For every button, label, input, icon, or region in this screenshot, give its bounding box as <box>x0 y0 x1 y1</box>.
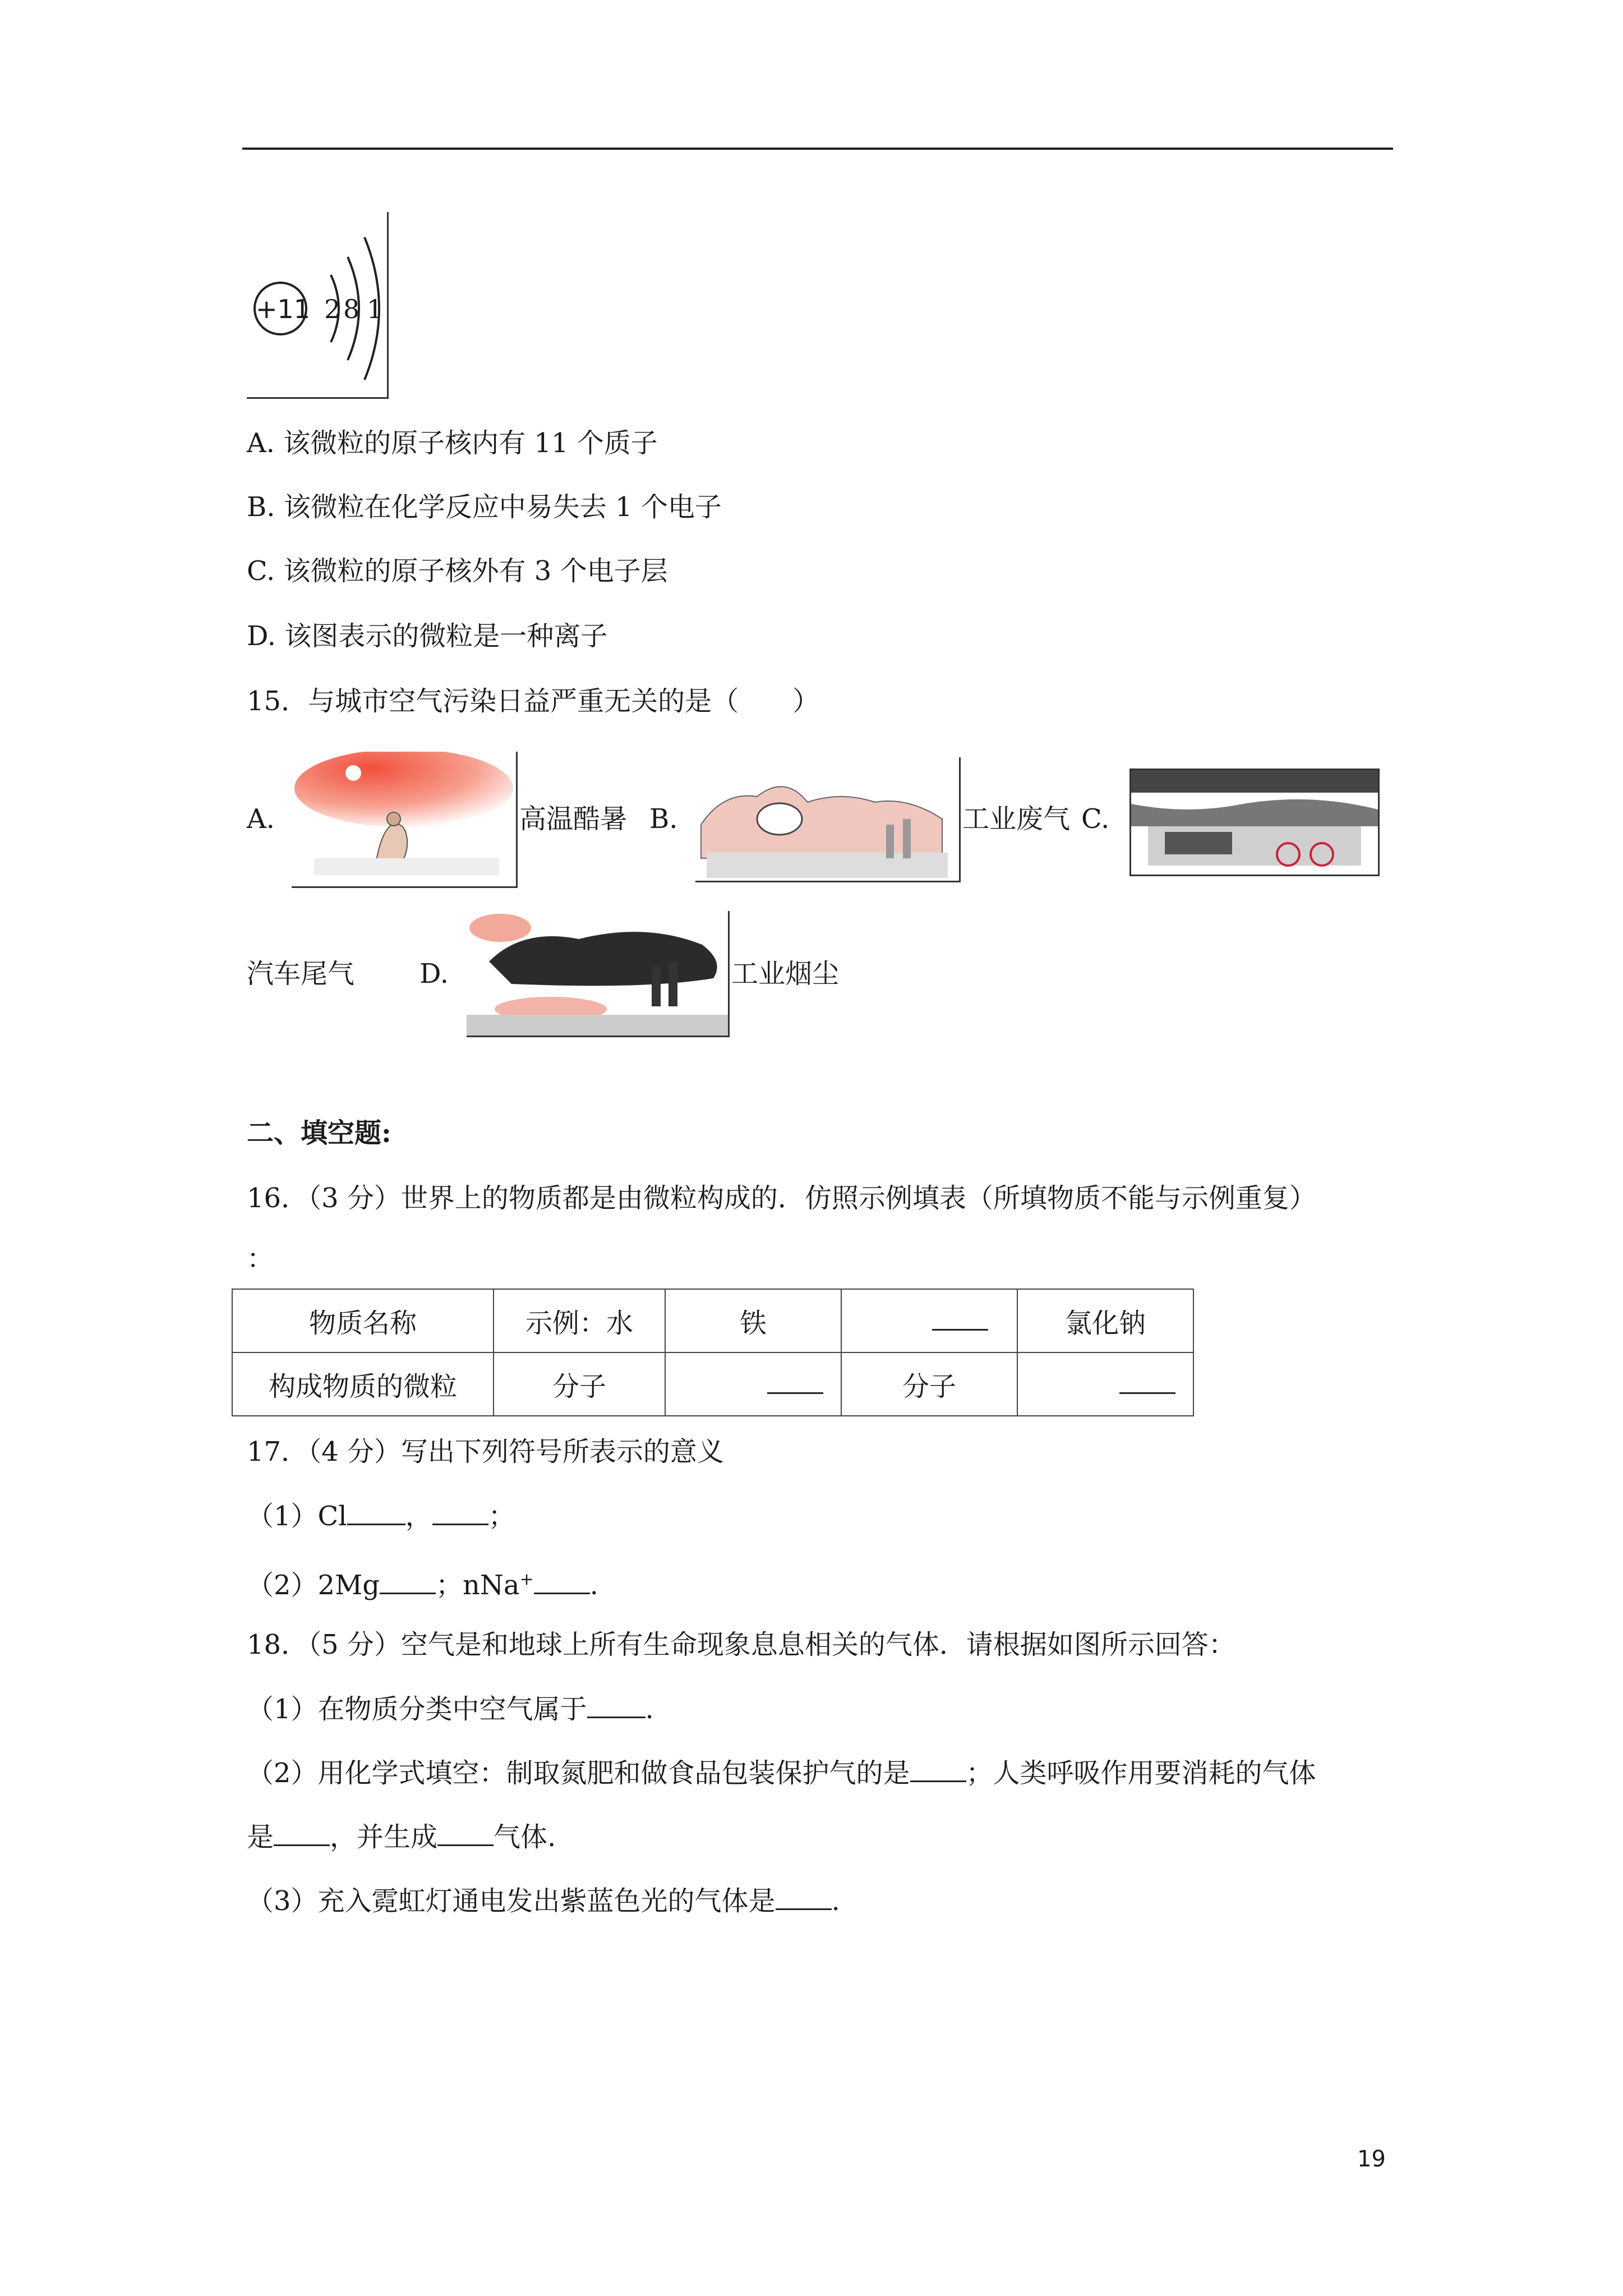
q15-option-a-prefix: A. <box>247 803 275 835</box>
table-row <box>232 1352 1193 1416</box>
q15-option-d-label: 工业烟尘 <box>731 958 840 990</box>
table-cell-blank[interactable] <box>841 1289 1017 1352</box>
header-rule <box>242 148 1393 150</box>
q18-part-2-line-1 <box>247 1756 1316 1790</box>
atom-shell-2-count: 8 <box>343 294 360 324</box>
atom-shell-1-count: 2 <box>324 294 341 324</box>
atom-structure-figure <box>247 212 389 399</box>
q15-stem: 15．与城市空气污染日益严重无关的是（ ） <box>247 685 820 717</box>
table-header-substance: 物质名称 <box>232 1289 494 1352</box>
answer-blank[interactable] <box>274 1820 330 1846</box>
q18-p1-text: （1）在物质分类中空气属于 <box>247 1694 587 1725</box>
table-cell: 分子 <box>841 1352 1017 1416</box>
q14-option-a: A. 该微粒的原子核内有 11 个质子 <box>247 427 658 459</box>
q14-option-d: D. 该图表示的微粒是一种离子 <box>247 620 608 652</box>
q16-stem-tail: ： <box>247 1243 274 1274</box>
q15-image-industrial-dust <box>467 911 730 1037</box>
table-cell-blank[interactable] <box>665 1352 841 1416</box>
q15-option-c-label: 汽车尾气 <box>247 958 355 990</box>
q17-p1-end: ； <box>488 1501 515 1532</box>
answer-blank[interactable] <box>910 1756 966 1782</box>
q17-p1-prefix: （1）Cl <box>247 1501 347 1532</box>
answer-blank[interactable] <box>776 1884 832 1910</box>
q16-table <box>232 1289 1194 1416</box>
q17-p2-sup: + <box>519 1570 534 1589</box>
q18-part-1 <box>247 1692 654 1726</box>
industrial-dust-image <box>467 911 728 1036</box>
table-cell: 氯化钠 <box>1017 1289 1193 1352</box>
atom-nucleus-label: +11 <box>256 294 311 324</box>
q18-p2a: （2）用化学式填空：制取氮肥和做食品包装保护气的是 <box>247 1757 910 1789</box>
q17-part-2 <box>247 1563 598 1602</box>
table-cell: 分子 <box>494 1352 665 1416</box>
q18-p2c: 是 <box>247 1821 274 1853</box>
q18-part-3 <box>247 1884 840 1918</box>
q15-image-industrial-waste <box>695 757 961 882</box>
q17-part-1 <box>247 1499 515 1533</box>
q18-part-2-line-2 <box>247 1820 556 1854</box>
q15-image-car-exhaust <box>1129 769 1380 876</box>
table-header-particle: 构成物质的微粒 <box>232 1352 494 1416</box>
heat-cartoon-image <box>292 752 516 886</box>
q18-p3-end: . <box>831 1885 840 1917</box>
table-cell-blank[interactable] <box>1017 1352 1193 1416</box>
q15-option-b-prefix: B. <box>649 803 678 835</box>
answer-blank[interactable] <box>534 1568 590 1594</box>
table-cell: 示例：水 <box>494 1289 665 1352</box>
q14-option-b: B. 该微粒在化学反应中易失去 1 个电子 <box>247 491 722 523</box>
industrial-monster-image <box>695 757 959 881</box>
answer-blank[interactable] <box>437 1820 494 1846</box>
atom-shell-3-count: 1 <box>367 294 384 324</box>
q14-option-c: C. 该微粒的原子核外有 3 个电子层 <box>247 555 668 587</box>
q15-option-b-label: 工业废气 <box>962 803 1071 835</box>
q15-option-d-prefix: D. <box>419 958 449 990</box>
q15-option-c-prefix: C. <box>1081 803 1110 835</box>
q17-p2-sep: ；nNa <box>435 1570 520 1601</box>
q15-image-heat <box>292 752 518 888</box>
q16-stem: 16．（3 分）世界上的物质都是由微粒构成的．仿照示例填表（所填物质不能与示例重复） <box>247 1182 1316 1214</box>
q17-p1-sep: ， <box>405 1501 432 1532</box>
q15-option-a-label: 高温酷暑 <box>519 803 628 835</box>
q18-p3-text: （3）充入霓虹灯通电发出紫蓝色光的气体是 <box>247 1885 776 1917</box>
answer-blank[interactable] <box>347 1499 405 1525</box>
section-heading: 二、填空题: <box>247 1117 391 1149</box>
q18-stem: 18．（5 分）空气是和地球上所有生命现象息息相关的气体．请根据如图所示回答： <box>247 1629 1235 1660</box>
q18-p2d: ，并生成 <box>330 1821 438 1853</box>
q18-p1-end: . <box>645 1694 654 1725</box>
q17-p2-prefix: （2）2Mg <box>247 1570 380 1601</box>
car-exhaust-image <box>1131 770 1378 875</box>
q17-p2-end: . <box>589 1570 598 1601</box>
q18-p2e: 气体. <box>494 1821 556 1853</box>
q18-p2b: ；人类呼吸作用要消耗的气体 <box>966 1757 1316 1789</box>
answer-blank[interactable] <box>587 1692 645 1718</box>
page-number: 19 <box>1357 2146 1386 2172</box>
q17-stem: 17．（4 分）写出下列符号所表示的意义 <box>247 1436 724 1467</box>
table-cell: 铁 <box>665 1289 841 1352</box>
table-row <box>232 1289 1193 1352</box>
answer-blank[interactable] <box>432 1499 488 1525</box>
answer-blank[interactable] <box>380 1568 436 1594</box>
